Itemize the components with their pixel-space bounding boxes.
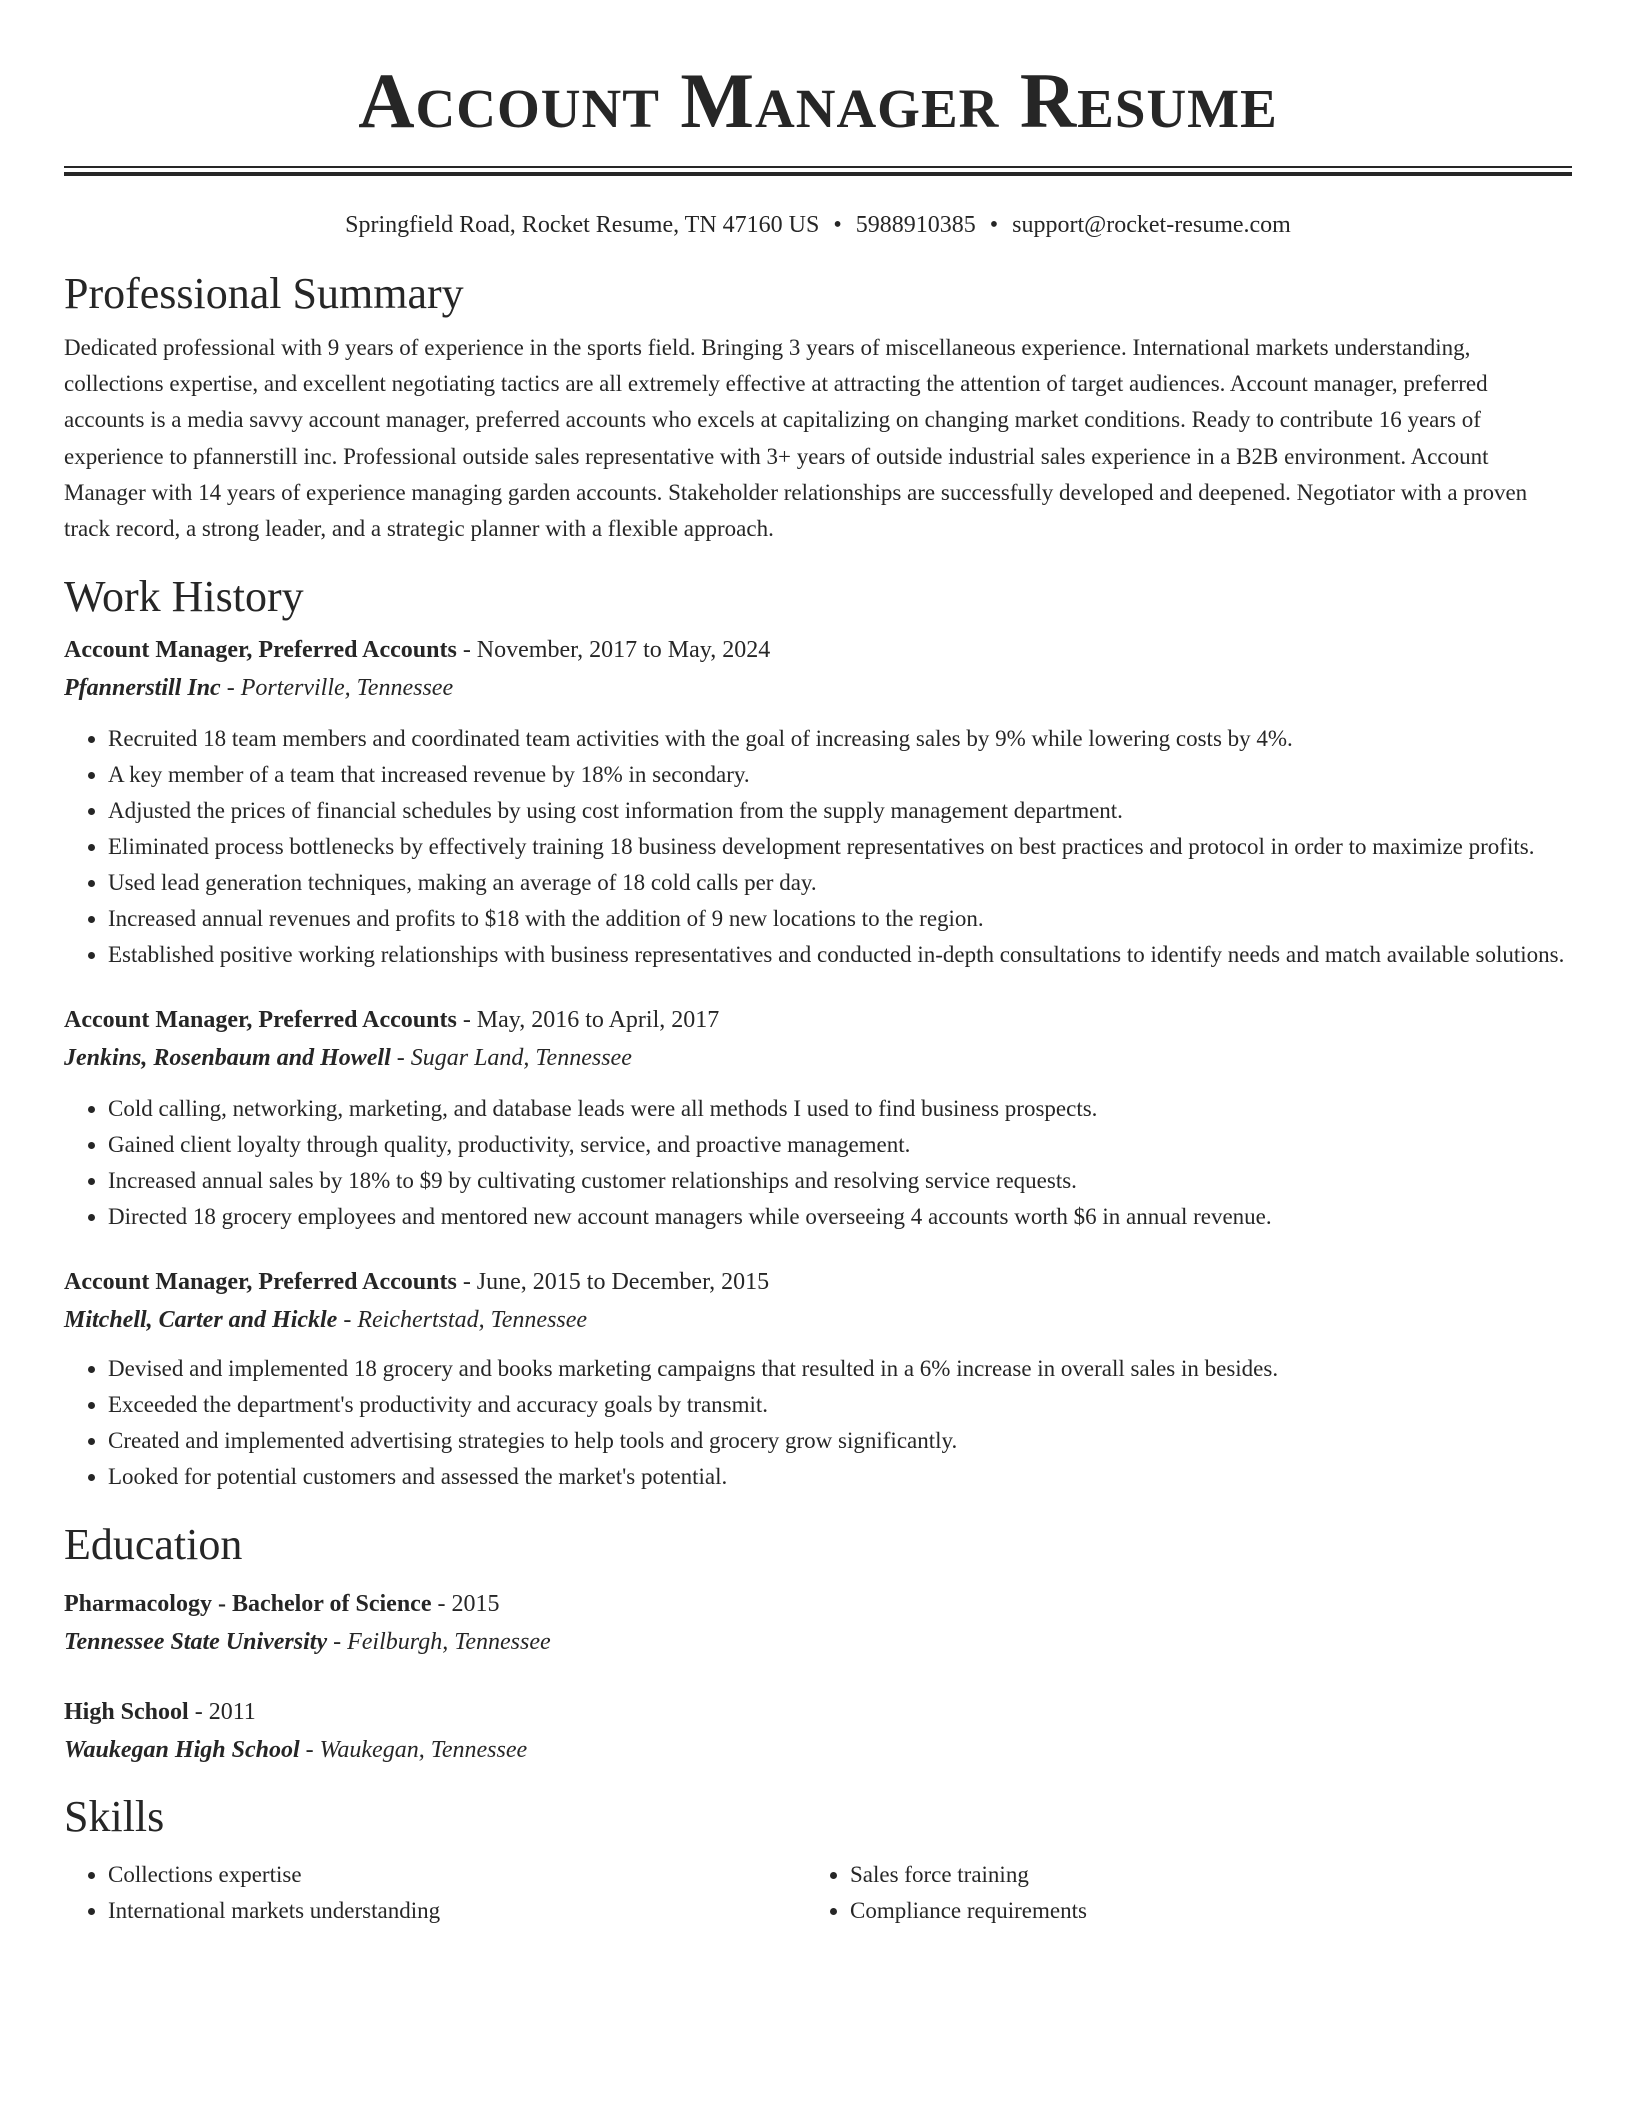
list-item: • Created and implemented advertising strategies to help tools and grocery grow significantly.	[108, 1423, 1572, 1459]
job-location: - Porterville, Tennessee	[220, 675, 454, 702]
job-company-line	[64, 1303, 1572, 1337]
resume-title: Account Manager Resume	[358, 57, 1278, 144]
list-item: • Used lead generation techniques, making an average of 18 cold calls per day.	[108, 865, 1572, 901]
contact-phone: 5988910385	[855, 212, 976, 238]
degree: Pharmacology - Bachelor of Science	[64, 1591, 432, 1618]
summary-text: Dedicated professional with 9 years of experience in the sports field. Bringing 3 years of miscellaneous experience. International markets understanding, collections expertise, and excellent negotiating tactics are all extremely effective at attracting the attention of target audiences. Account manager, preferred accounts is a media savvy account manager, preferred accounts who excels at capitalizing on changing market conditions. Ready to contribute 16 years of experience to pfannerstill inc. Professional outside sales representative with 3+ years of outside industrial sales experience in a B2B environment. Account Manager with 14 years of experience managing garden accounts. Stakeholder relationships are successfully developed and deepened. Negotiator with a proven track record, a strong leader, and a strategic planner with a flexible approach.	[64, 335, 1528, 542]
skills-heading: Skills	[64, 1792, 165, 1842]
job-entry	[64, 633, 1572, 973]
education-entry	[64, 1587, 1572, 1659]
job-company: Pfannerstill Inc	[64, 675, 221, 702]
school-line	[64, 1625, 1572, 1659]
job-location: - Sugar Land, Tennessee	[390, 1045, 632, 1072]
resume-page	[64, 0, 1572, 1929]
job-title-line	[64, 1265, 1572, 1299]
list-item: • Increased annual sales by 18% to $9 by cultivating customer relationships and resolving service requests.	[108, 1163, 1572, 1199]
job-title: Account Manager, Preferred Accounts	[64, 637, 457, 664]
list-item: • Established positive working relationships with business representatives and conducted in-depth consultations to identify needs and match available solutions.	[108, 937, 1572, 973]
list-item: • Eliminated process bottlenecks by effectively training 18 business development representatives on best practices and protocol in order to maximize profits.	[108, 829, 1572, 865]
education-heading: Education	[64, 1520, 243, 1570]
list-item: • Gained client loyalty through quality, productivity, service, and proactive management.	[108, 1127, 1572, 1163]
list-item: • Adjusted the prices of financial schedules by using cost information from the supply management department.	[108, 793, 1572, 829]
skill-item: • Collections expertise	[108, 1857, 806, 1893]
list-item: • A key member of a team that increased revenue by 18% in secondary.	[108, 757, 1572, 793]
title-divider	[64, 166, 1572, 176]
skills-list	[64, 1857, 1572, 1929]
skills-column-left	[64, 1857, 806, 1929]
summary-heading: Professional Summary	[64, 269, 464, 318]
job-company-line	[64, 671, 1572, 705]
job-location: - Reichertstad, Tennessee	[337, 1307, 588, 1334]
skill-item: • Sales force training	[850, 1857, 1548, 1893]
list-item: • Recruited 18 team members and coordinated team activities with the goal of increasing sales by 9% while lowering costs by 4%.	[108, 721, 1572, 757]
job-bullets	[64, 1351, 1572, 1495]
education-entry	[64, 1695, 1572, 1767]
skill-item: • International markets understanding	[108, 1893, 806, 1929]
job-title: Account Manager, Preferred Accounts	[64, 1007, 457, 1034]
contact-email: support@rocket-resume.com	[1012, 212, 1291, 238]
job-title: Account Manager, Preferred Accounts	[64, 1269, 457, 1296]
contact-separator: •	[833, 212, 842, 238]
job-bullets	[64, 721, 1572, 973]
job-title-line	[64, 633, 1572, 667]
graduation-year: - 2011	[188, 1699, 256, 1726]
graduation-year: - 2015	[431, 1591, 500, 1618]
degree-line	[64, 1695, 1572, 1729]
job-title-line	[64, 1003, 1572, 1037]
list-item: • Directed 18 grocery employees and mentored new account managers while overseeing 4 accounts worth $6 in annual revenue.	[108, 1199, 1572, 1235]
contact-address: Springfield Road, Rocket Resume, TN 47160 US	[345, 212, 820, 238]
degree-line	[64, 1587, 1572, 1621]
list-item: • Devised and implemented 18 grocery and books marketing campaigns that resulted in a 6% increase in overall sales in besides.	[108, 1351, 1572, 1387]
job-bullets	[64, 1091, 1572, 1235]
job-company-line	[64, 1041, 1572, 1075]
job-company: Jenkins, Rosenbaum and Howell	[64, 1045, 391, 1072]
job-entry	[64, 1003, 1572, 1235]
work-history-heading: Work History	[64, 572, 304, 622]
school-name: Tennessee State University	[64, 1629, 328, 1656]
list-item: • Looked for potential customers and assessed the market's potential.	[108, 1459, 1572, 1495]
skill-item: • Compliance requirements	[850, 1893, 1548, 1929]
school-line	[64, 1733, 1572, 1767]
skills-column-right	[806, 1857, 1548, 1929]
list-item: • Increased annual revenues and profits to $18 with the addition of 9 new locations to the region.	[108, 901, 1572, 937]
school-location: - Feilburgh, Tennessee	[327, 1629, 551, 1656]
contact-line	[64, 210, 1572, 240]
school-name: Waukegan High School	[64, 1737, 300, 1764]
contact-separator: •	[989, 212, 999, 238]
degree: High School	[64, 1699, 189, 1726]
school-location: - Waukegan, Tennessee	[299, 1737, 528, 1764]
job-entry	[64, 1265, 1572, 1495]
job-dates: - May, 2016 to April, 2017	[456, 1007, 720, 1034]
list-item: • Exceeded the department's productivity and accuracy goals by transmit.	[108, 1387, 1572, 1423]
job-company: Mitchell, Carter and Hickle	[64, 1307, 338, 1334]
job-dates: - November, 2017 to May, 2024	[456, 637, 771, 664]
list-item: • Cold calling, networking, marketing, and database leads were all methods I used to find business prospects.	[108, 1091, 1572, 1127]
job-dates: - June, 2015 to December, 2015	[456, 1269, 770, 1296]
